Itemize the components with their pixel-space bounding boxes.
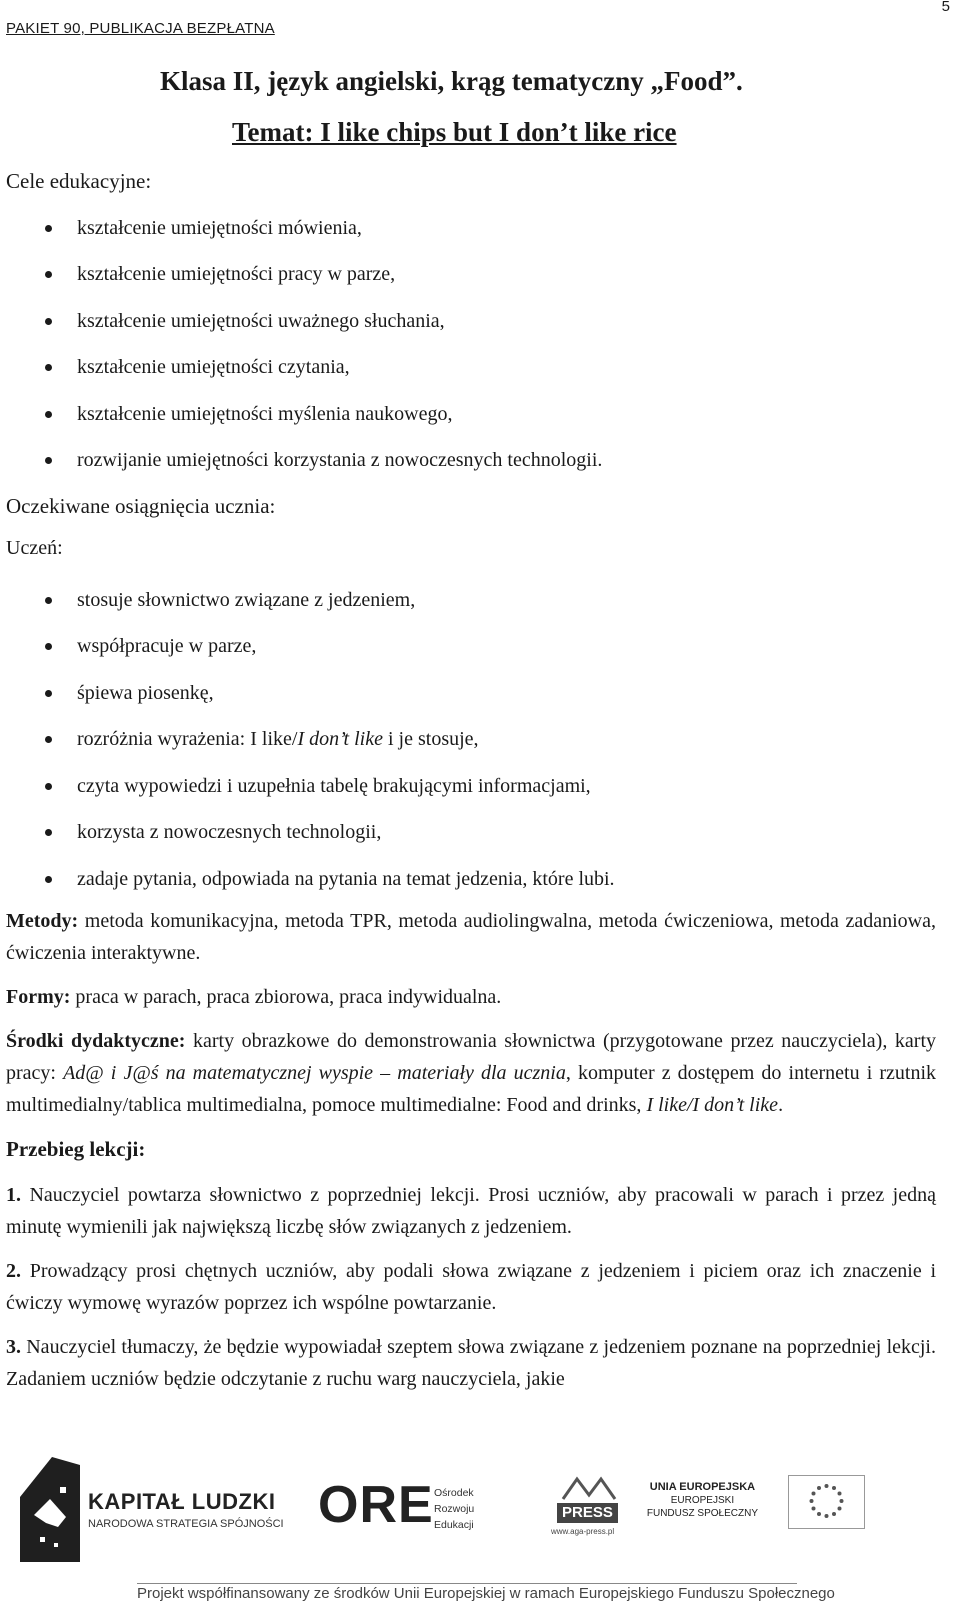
page-number: 5 [941, 0, 950, 15]
goal-item: kształcenie umiejętności uważnego słuchania, [6, 305, 936, 351]
lesson-step [6, 1255, 936, 1319]
step-number: 2. [6, 1259, 21, 1282]
eu-logo [646, 1475, 868, 1545]
kapital-ludzki-logo [20, 1457, 290, 1567]
methods-paragraph [6, 905, 936, 969]
outcome-item [6, 723, 936, 770]
lesson-topic-title: Temat: I like chips but I don’t like rice [232, 117, 677, 147]
step-number: 1. [6, 1183, 21, 1206]
goal-item: kształcenie umiejętności czytania, [6, 351, 936, 397]
outcome-item: stosuje słownictwo związane z jedzeniem, [6, 584, 936, 631]
document-body [6, 165, 936, 1395]
step-number: 3. [6, 1335, 21, 1358]
document-header: PAKIET 90, PUBLIKACJA BEZPŁATNA [6, 20, 275, 37]
goals-list [6, 212, 936, 476]
kapital-ludzki-title: KAPITAŁ LUDZKI [88, 1489, 276, 1514]
goals-heading: Cele edukacyjne: [6, 169, 152, 193]
ore-line: Edukacji [434, 1519, 474, 1531]
outcomes-heading: Oczekiwane osiągnięcia ucznia: [6, 493, 276, 518]
kapital-ludzki-emblem-icon [20, 1457, 80, 1562]
step-text: Nauczyciel powtarza słownictwo z poprzedniej lekcji. Prosi uczniów, aby pracowali w parach i przez jedną minutę wymienili jak największą liczbę słów związanych z jedzeniem. [6, 1183, 936, 1238]
step-text: Nauczyciel tłumaczy, że będzie wypowiadał szeptem słowa związane z jedzeniem poznane na poprzedniej lekcji. Zadaniem uczniów będzie odczytanie z ruchu warg nauczyciela, jakie [6, 1335, 936, 1390]
kapital-ludzki-subtitle: NARODOWA STRATEGIA SPÓJNOŚCI [88, 1518, 284, 1530]
forms-text: praca w parach, praca zbiorowa, praca indywidualna. [70, 985, 502, 1008]
aids-italic: I like/I don’t like [646, 1093, 779, 1116]
outcome-item: śpiewa piosenkę, [6, 677, 936, 724]
lesson-step [6, 1179, 936, 1243]
ore-wordmark: ORE [318, 1476, 434, 1534]
aga-press-wordmark: PRESS [557, 1503, 618, 1523]
aga-press-emblem-icon [559, 1475, 619, 1501]
outcomes-list [6, 584, 936, 895]
methods-label: Metody: [6, 909, 79, 932]
lesson-class-title: Klasa II, język angielski, krąg tematyczny „Food”. [160, 66, 743, 96]
outcome-text: rozróżnia wyrażenia: I like/ [77, 728, 298, 751]
aids-label: Środki dydaktyczne: [6, 1029, 186, 1052]
eu-flag-icon [788, 1475, 865, 1529]
aids-paragraph [6, 1025, 936, 1121]
aids-text: . [778, 1093, 784, 1116]
outcome-text: i je stosuje, [382, 728, 479, 751]
goal-item: rozwijanie umiejętności korzystania z nowoczesnych technologii. [6, 444, 936, 476]
sponsor-footer [0, 1455, 960, 1609]
ore-line: Ośrodek [434, 1487, 474, 1499]
outcome-item: korzysta z nowoczesnych technologii, [6, 816, 936, 863]
forms-paragraph [6, 981, 936, 1013]
eu-text [647, 1481, 758, 1520]
aga-press-logo [545, 1475, 625, 1555]
outcome-item: współpracuje w parze, [6, 630, 936, 677]
eu-line: FUNDUSZ SPOŁECZNY [646, 1508, 758, 1519]
lesson-step [6, 1331, 936, 1395]
aids-text: karty obrazkowe do demonstrowania słownictwa (przygotowane przez nauczyciela), karty pracy: [6, 1029, 936, 1084]
aids-italic: Ad@ i J@ś na matematycznej wyspie – materiały dla ucznia [63, 1061, 566, 1084]
ore-logo [318, 1475, 488, 1545]
lesson-heading: Przebieg lekcji: [6, 1136, 146, 1161]
outcome-item: zadaje pytania, odpowiada na pytania na temat jedzenia, które lubi. [6, 863, 936, 895]
aids-text: , komputer z dostępem do internetu i rzutnik multimedialny/tablica multimedialna, pomoce multimedialne: Food and drinks, [6, 1061, 937, 1116]
goal-item: kształcenie umiejętności myślenia naukowego, [6, 398, 936, 444]
eu-stars-icon [789, 1476, 864, 1528]
goal-item: kształcenie umiejętności mówienia, [6, 212, 936, 258]
step-text: Prowadzący prosi chętnych uczniów, aby podali słowa związane z jedzeniem i piciem oraz ich znaczenie i ćwiczy wymowę wyrazów poprzez ich wspólne powtarzanie. [6, 1259, 936, 1314]
student-label: Uczeń: [6, 536, 63, 559]
funding-statement: Projekt współfinansowany ze środków Unii Europejskiej w ramach Europejskiego Funduszu Społecznego [137, 1585, 835, 1602]
kapital-ludzki-text [88, 1489, 284, 1530]
outcome-italic: I don’t like [297, 728, 383, 751]
ore-line: Rozwoju [434, 1503, 475, 1515]
eu-line: EUROPEJSKI [670, 1495, 735, 1506]
aga-press-url: www.aga-press.pl [551, 1527, 615, 1536]
forms-label: Formy: [6, 985, 71, 1008]
outcome-item: czyta wypowiedzi i uzupełnia tabelę brakującymi informacjami, [6, 770, 936, 817]
goal-item: kształcenie umiejętności pracy w parze, [6, 258, 936, 304]
eu-line: UNIA EUROPEJSKA [649, 1481, 756, 1493]
methods-text: metoda komunikacyjna, metoda TPR, metoda audiolingwalna, metoda ćwiczeniowa, metoda zadaniowa, ćwiczenia interaktywne. [6, 909, 936, 964]
footer-divider [137, 1583, 797, 1584]
ore-fullname [434, 1485, 474, 1533]
